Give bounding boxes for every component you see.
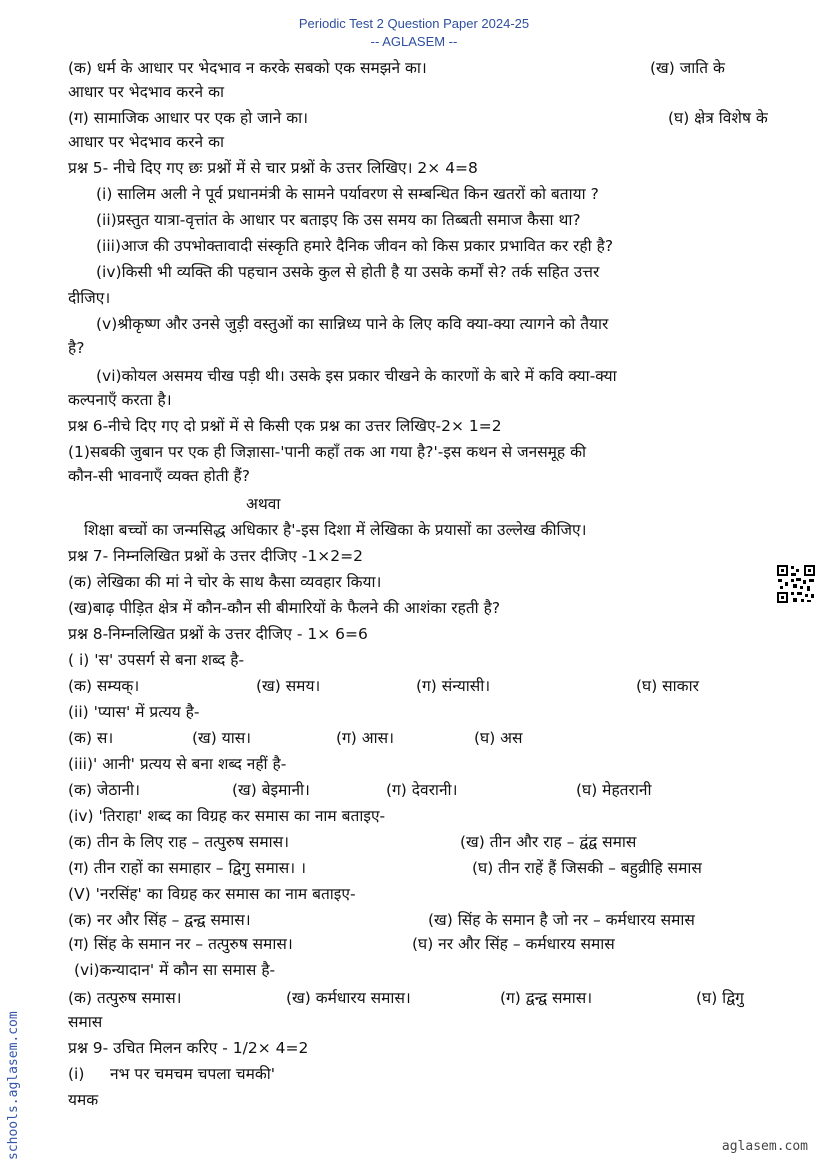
text-line: (i) [68, 1065, 85, 1083]
text-line: (iv) 'तिराहा' शब्द का विग्रह कर समास का नाम बताइए- [68, 807, 386, 825]
text-line: आधार पर भेदभाव करने का [68, 83, 225, 101]
text-line: (ग) सामाजिक आधार पर एक हो जाने का। [68, 109, 309, 127]
option: (घ) अस [474, 729, 523, 747]
option: (ख) कर्मधारय समास। [286, 989, 411, 1007]
text-line: कौन-सी भावनाएँ व्यक्त होती हैं? [68, 467, 251, 485]
option: (ख) सिंह के समान है जो नर – कर्मधारय समास [428, 911, 695, 929]
text-line: (ख)बाढ़ पीड़ित क्षेत्र में कौन-कौन सी बीमारियों के फैलने की आशंका रहती है? [68, 599, 501, 617]
option: (घ) नर और सिंह – कर्मधारय समास [412, 935, 615, 953]
text-line: है? [68, 339, 85, 357]
option: (क) जेठानी। [68, 781, 140, 799]
option: (ग) संन्यासी। [416, 677, 491, 695]
qr-code-icon [776, 564, 816, 604]
text-line: शिक्षा बच्चों का जन्मसिद्ध अधिकार है'-इस दिशा में लेखिका के प्रयासों का उल्लेख कीजिए। [84, 521, 587, 539]
option: (क) तीन के लिए राह – तत्पुरुष समास। [68, 833, 289, 851]
text-line: (1)सबकी जुबान पर एक ही जिज्ञासा-'पानी कहाँ तक आ गया है?'-इस कथन से जनसमूह की [68, 443, 587, 461]
option: (क) स। [68, 729, 114, 747]
text-line: (V) 'नरसिंह' का विग्रह कर समास का नाम बताइए- [68, 885, 356, 903]
text-line: नभ पर चमचम चपला चमकी' [110, 1065, 276, 1083]
text-line: (vi)कोयल असमय चीख पड़ी थी। उसके इस प्रकार चीखने के कारणों के बारे में कवि क्या-क्या [96, 367, 617, 385]
text-line: आधार पर भेदभाव करने का [68, 133, 225, 151]
option: (ख) बेइमानी। [232, 781, 310, 799]
option: (ग) तीन राहों का समाहार – द्विगु समास। । [68, 859, 306, 877]
text-line: यमक [68, 1091, 99, 1109]
text-line: (क) लेखिका की मां ने चोर के साथ कैसा व्यवहार किया। [68, 573, 382, 591]
option: (घ) साकार [636, 677, 699, 695]
text-line: (iii)आज की उपभोक्तावादी संस्कृति हमारे दैनिक जीवन को किस प्रकार प्रभावित कर रही है? [96, 237, 614, 255]
option: (ग) देवरानी। [386, 781, 458, 799]
text-line: समास [68, 1013, 103, 1031]
option: (ग) आस। [336, 729, 394, 747]
option: (क) नर और सिंह – द्वन्द्व समास। [68, 911, 251, 929]
option: (ग) द्वन्द्व समास। [500, 989, 593, 1007]
question-heading: प्रश्न 9- उचित मिलन करिए - 1/2× 4=2 [68, 1039, 309, 1057]
option: (क) तत्पुरुष समास। [68, 989, 182, 1007]
option: (ग) सिंह के समान नर – तत्पुरुष समास। [68, 935, 293, 953]
option: (घ) द्विगु [696, 989, 744, 1007]
text-line: (ii)प्रस्तुत यात्रा-वृत्तांत के आधार पर बताइए कि उस समय का तिब्बती समाज कैसा था? [96, 211, 581, 229]
question-heading: प्रश्न 7- निम्नलिखित प्रश्नों के उत्तर दीजिए -1×2=2 [68, 547, 363, 565]
text-line: (vi)कन्यादान' में कौन सा समास है- [74, 961, 276, 979]
header-source: -- AGLASEM -- [370, 34, 458, 49]
text-line: ( i) 'स' उपसर्ग से बना शब्द है- [68, 651, 245, 669]
footer-watermark: aglasem.com [721, 1139, 808, 1154]
text-line: (i) सालिम अली ने पूर्व प्रधानमंत्री के सामने पर्यावरण से सम्बन्धित किन खतरों को बताया ? [96, 185, 599, 203]
option: (ख) समय। [256, 677, 321, 695]
question-heading: प्रश्न 5- नीचे दिए गए छः प्रश्नों में से चार प्रश्नों के उत्तर लिखिए। 2× 4=8 [68, 159, 478, 177]
question-heading: प्रश्न 6-नीचे दिए गए दो प्रश्नों में से किसी एक प्रश्न का उत्तर लिखिए-2× 1=2 [68, 417, 502, 435]
header-title: Periodic Test 2 Question Paper 2024-25 [298, 16, 530, 31]
option: (घ) मेहतरानी [576, 781, 652, 799]
option: (घ) तीन राहें हैं जिसकी – बहुव्रीहि समास [472, 859, 702, 877]
text-line: (v)श्रीकृष्ण और उनसे जुड़ी वस्तुओं का सान्निध्य पाने के लिए कवि क्या-क्या त्यागने को तैयार [96, 315, 609, 333]
option: (ख) तीन और राह – द्वंद्व समास [460, 833, 637, 851]
option: (क) सम्यक्। [68, 677, 140, 695]
text-line: (iii)' आनी' प्रत्यय से बना शब्द नहीं है- [68, 755, 287, 773]
side-watermark: schools.aglasem.com [6, 1011, 21, 1160]
text-line: (क) धर्म के आधार पर भेदभाव न करके सबको एक समझने का। [68, 59, 427, 77]
text-line: (ii) 'प्यास' में प्रत्यय है- [68, 703, 200, 721]
text-line: दीजिए। [68, 289, 111, 307]
text-line: (iv)किसी भी व्यक्ति की पहचान उसके कुल से होती है या उसके कर्मों से? तर्क सहित उत्तर [96, 263, 600, 281]
question-heading: प्रश्न 8-निम्नलिखित प्रश्नों के उत्तर दीजिए - 1× 6=6 [68, 625, 368, 643]
text-line: (ख) जाति के [650, 59, 725, 77]
text-line: कल्पनाएँ करता है। [68, 391, 172, 409]
text-line: (घ) क्षेत्र विशेष के [668, 109, 768, 127]
text-line: अथवा [246, 495, 281, 513]
option: (ख) यास। [192, 729, 252, 747]
